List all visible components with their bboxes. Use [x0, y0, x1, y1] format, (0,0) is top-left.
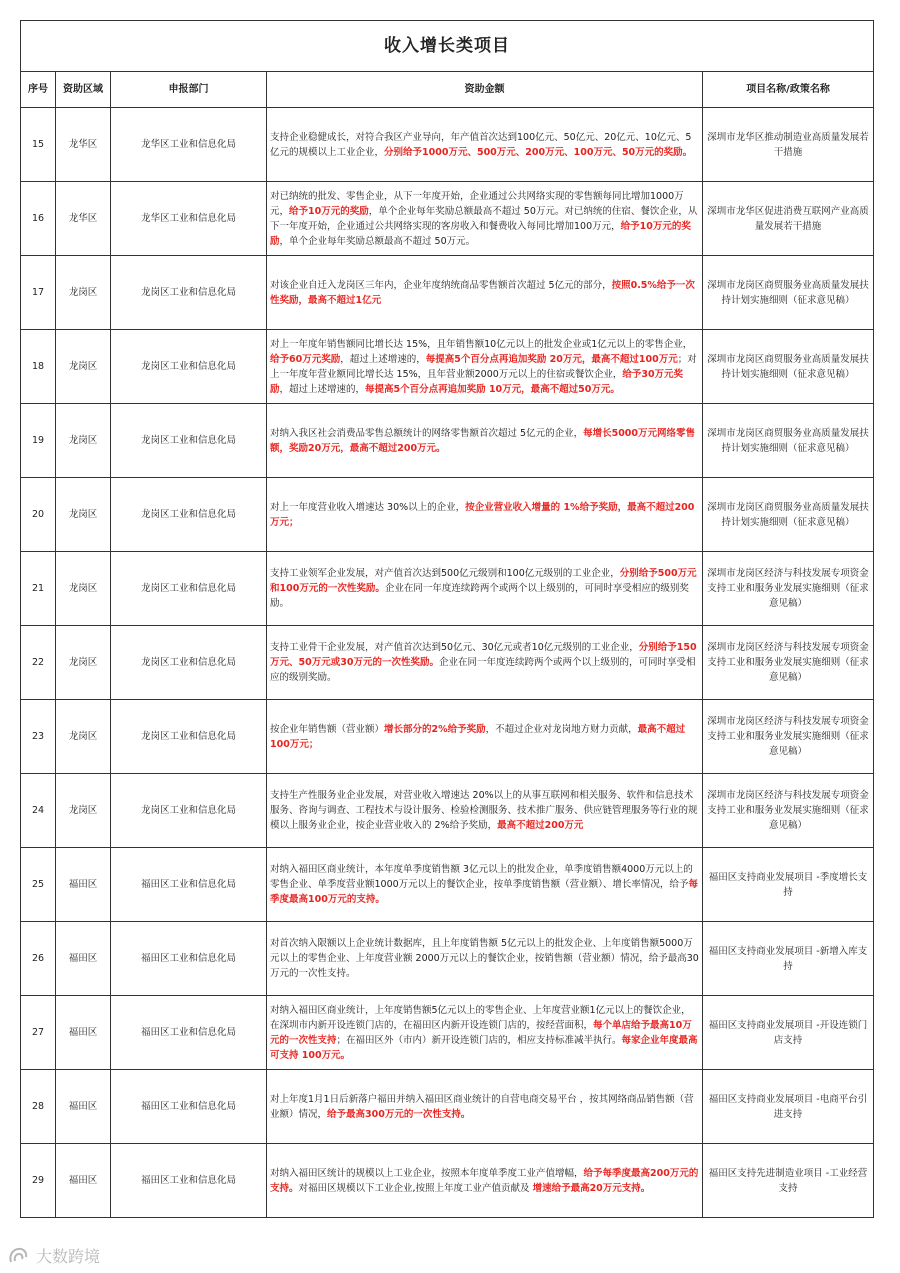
amount-text: ，超过上述增速的， — [279, 383, 366, 395]
cell-policy: 深圳市龙岗区商贸服务业高质量发展扶持计划实施细则（征求意见稿） — [703, 256, 874, 330]
amount-text: ，超过上述增速的， — [340, 353, 426, 365]
cell-amount — [267, 330, 703, 404]
amount-text: 企业在同一年度连续跨两个或两个以上级别的，可同时享受相应的级别奖励。 — [270, 583, 689, 609]
cell-dept: 龙岗区工业和信息化局 — [111, 256, 267, 330]
highlight-text: 最高不超过200万元 — [497, 820, 584, 831]
amount-text: 对已纳统的批发、零售企业，从下一年度开始，企业通过公共网络实现的零售额每同比增加1000万元， — [270, 190, 684, 217]
cell-region: 龙岗区 — [56, 700, 111, 774]
amount-text: 对福田区规模以下工业企业,按照上年度工业产值贡献及 — [298, 1182, 533, 1194]
highlight-text: 按企业营业收入增量的 1%给予奖励，最高不超过200万元； — [270, 501, 695, 528]
cell-seq: 28 — [21, 1070, 56, 1144]
cell-region: 龙岗区 — [56, 774, 111, 848]
highlight-text: 分别给予500万元和100万元的一次性奖励。 — [270, 568, 697, 594]
highlight-text: 每个单店给予最高10万元的一次性支持 — [270, 1019, 692, 1046]
cell-seq: 22 — [21, 626, 56, 700]
amount-text: 对首次纳入限额以上企业统计数据库，且上年度销售额 5亿元以上的批发企业、上年度销售额5000万元以上的零售企业、上年度营业额 2000万元以上的餐饮企业，按销售额（营业额）情况，给予最高30万元的一次性支持。 — [270, 938, 699, 979]
cell-amount — [267, 774, 703, 848]
cell-dept: 龙岗区工业和信息化局 — [111, 330, 267, 404]
cell-amount — [267, 404, 703, 478]
cell-policy: 深圳市龙岗区经济与科技发展专项资金支持工业和服务业发展实施细则（征求意见稿） — [703, 552, 874, 626]
cell-dept: 龙华区工业和信息化局 — [111, 108, 267, 182]
amount-text: 对上一年度营业收入增速达 30%以上的企业， — [270, 501, 466, 513]
cell-seq: 19 — [21, 404, 56, 478]
cell-region: 龙华区 — [56, 182, 111, 256]
cell-region: 龙岗区 — [56, 404, 111, 478]
table-row — [21, 996, 874, 1070]
table-row — [21, 922, 874, 996]
table-row — [21, 108, 874, 182]
cell-amount — [267, 478, 703, 552]
highlight-text: 每提高5个百分点再追加奖励 20万元，最高不超过100万元 — [425, 353, 678, 365]
cell-seq: 23 — [21, 700, 56, 774]
cell-region: 福田区 — [56, 922, 111, 996]
amount-text: 企业在同一年度连续跨两个或两个以上级别的，可同时享受相应的级别奖励。 — [270, 657, 696, 683]
highlight-text: 给予最高300万元的一次性支持。 — [327, 1108, 471, 1120]
amount-text: 支持工业骨干企业发展，对产值首次达到50亿元、30亿元或者10亿元级别的工业企业， — [270, 642, 639, 653]
highlight-text: 给予30万元奖励 — [270, 368, 684, 395]
cell-dept: 福田区工业和信息化局 — [111, 1070, 267, 1144]
cell-policy: 深圳市龙岗区商贸服务业高质量发展扶持计划实施细则（征求意见稿） — [703, 404, 874, 478]
highlight-text: 给予60万元奖励 — [270, 353, 341, 365]
cell-dept: 龙岗区工业和信息化局 — [111, 404, 267, 478]
watermark-text: 大数跨境 — [36, 1247, 101, 1266]
highlight-text: 最高不超过100万元； — [270, 723, 686, 750]
cell-dept: 福田区工业和信息化局 — [111, 996, 267, 1070]
cell-dept: 龙岗区工业和信息化局 — [111, 478, 267, 552]
amount-text: 支持工业领军企业发展，对产值首次达到500亿元级别和100亿元级别的工业企业， — [270, 568, 620, 579]
cell-policy: 深圳市龙岗区经济与科技发展专项资金支持工业和服务业发展实施细则（征求意见稿） — [703, 700, 874, 774]
cell-amount — [267, 848, 703, 922]
amount-text: 按企业年销售额（营业额） — [270, 723, 385, 735]
cell-seq: 20 — [21, 478, 56, 552]
cell-seq: 16 — [21, 182, 56, 256]
highlight-text: 给予10万元的奖励 — [270, 220, 691, 247]
table-header-row — [21, 72, 874, 108]
table-row — [21, 626, 874, 700]
cell-region: 福田区 — [56, 996, 111, 1070]
cell-amount — [267, 922, 703, 996]
highlight-text: 按照0.5%给予一次性奖励，最高不超过1亿元 — [270, 279, 695, 306]
amount-text: ，不超过企业对龙岗地方财力贡献， — [485, 723, 638, 735]
cell-dept: 福田区工业和信息化局 — [111, 1144, 267, 1218]
cell-amount — [267, 996, 703, 1070]
cell-dept: 龙华区工业和信息化局 — [111, 182, 267, 256]
amount-text: 对纳入福田区商业统计，本年度单季度销售额 3亿元以上的批发企业，单季度销售额4000万元以上的零售企业、单季度营业额1000万元以上的餐饮企业，按单季度销售额（营业额）、增长率情况，给予 — [270, 864, 693, 890]
cell-amount — [267, 1144, 703, 1218]
highlight-text: 每增长5000万元网络零售额，奖励20万元，最高不超过200万元。 — [270, 427, 696, 454]
cell-region: 龙华区 — [56, 108, 111, 182]
cell-amount — [267, 626, 703, 700]
cell-seq: 27 — [21, 996, 56, 1070]
table-row — [21, 404, 874, 478]
highlight-text: 增速给予最高20万元支持。 — [532, 1182, 651, 1194]
cell-region: 龙岗区 — [56, 626, 111, 700]
table-row — [21, 478, 874, 552]
cell-policy: 深圳市龙岗区经济与科技发展专项资金支持工业和服务业发展实施细则（征求意见稿） — [703, 774, 874, 848]
cell-dept: 龙岗区工业和信息化局 — [111, 700, 267, 774]
highlight-text: 分别给予1000万元、500万元、200万元、100万元、50万元的奖励。 — [384, 146, 693, 158]
amount-text: ，单个企业每年奖励总额最高不超过 50万元。 — [279, 235, 476, 247]
header-amount: 资助金额 — [267, 72, 703, 108]
amount-text: 对该企业自迁入龙岗区三年内，企业年度纳统商品零售额首次超过 5亿元的部分， — [270, 279, 612, 291]
table-row — [21, 848, 874, 922]
cell-seq: 24 — [21, 774, 56, 848]
cell-dept: 福田区工业和信息化局 — [111, 848, 267, 922]
amount-text: 对纳入我区社会消费品零售总额统计的网络零售额首次超过 5亿元的企业， — [270, 427, 584, 439]
amount-text: ，单个企业每年奖励总额最高不超过 50万元。对已纳统的住宿、餐饮企业，从下一年度开始，企业通过公共网络实现的客房收入和餐费收入每同比增加100万元， — [270, 205, 698, 232]
header-policy: 项目名称/政策名称 — [703, 72, 874, 108]
cell-policy: 福田区支持先进制造业项目 -工业经营支持 — [703, 1144, 874, 1218]
table-row — [21, 182, 874, 256]
amount-text: 对上年度1月1日后新落户福田并纳入福田区商业统计的自营电商交易平台 ，按其网络商品销售额（营业额）情况， — [270, 1093, 694, 1120]
cell-region: 龙岗区 — [56, 330, 111, 404]
table-row — [21, 330, 874, 404]
cell-amount — [267, 182, 703, 256]
amount-text: ；在福田区外（市内）新开设连锁门店的，相应支持标准减半执行。 — [336, 1034, 622, 1046]
amount-text: 支持企业稳健成长，对符合我区产业导向，年产值首次达到100亿元、50亿元、20亿元、10亿元、5亿元的规模以上工业企业， — [270, 131, 692, 158]
cell-region: 龙岗区 — [56, 256, 111, 330]
cell-seq: 26 — [21, 922, 56, 996]
header-dept: 申报部门 — [111, 72, 267, 108]
table-row — [21, 552, 874, 626]
header-seq: 序号 — [21, 72, 56, 108]
cell-amount — [267, 552, 703, 626]
cell-policy: 深圳市龙岗区商贸服务业高质量发展扶持计划实施细则（征求意见稿） — [703, 330, 874, 404]
cell-seq: 29 — [21, 1144, 56, 1218]
highlight-text: 分别给予150万元、50万元或30万元的一次性奖励。 — [270, 642, 697, 668]
policy-table-sheet — [20, 20, 873, 1218]
header-region: 资助区域 — [56, 72, 111, 108]
cell-amount — [267, 1070, 703, 1144]
cell-dept: 龙岗区工业和信息化局 — [111, 552, 267, 626]
amount-text: 对上一年度年销售额同比增长达 15%，且年销售额10亿元以上的批发企业或1亿元以上的零售企业， — [270, 338, 693, 350]
table-row — [21, 1070, 874, 1144]
highlight-text: 每提高5个百分点再追加奖励 10万元，最高不超过50万元。 — [365, 383, 620, 395]
cell-dept: 龙岗区工业和信息化局 — [111, 626, 267, 700]
cell-dept: 龙岗区工业和信息化局 — [111, 774, 267, 848]
cell-policy: 深圳市龙岗区经济与科技发展专项资金支持工业和服务业发展实施细则（征求意见稿） — [703, 626, 874, 700]
cell-seq: 25 — [21, 848, 56, 922]
cell-policy: 福田区支持商业发展项目 -电商平台引进支持 — [703, 1070, 874, 1144]
cell-seq: 15 — [21, 108, 56, 182]
cell-region: 龙岗区 — [56, 552, 111, 626]
cell-amount — [267, 700, 703, 774]
cell-seq: 17 — [21, 256, 56, 330]
cell-policy: 福田区支持商业发展项目 -新增入库支持 — [703, 922, 874, 996]
brand-logo-icon — [8, 1246, 30, 1266]
cell-policy: 深圳市龙华区推动制造业高质量发展若干措施 — [703, 108, 874, 182]
cell-amount — [267, 256, 703, 330]
cell-dept: 福田区工业和信息化局 — [111, 922, 267, 996]
cell-amount — [267, 108, 703, 182]
cell-seq: 21 — [21, 552, 56, 626]
table-row — [21, 256, 874, 330]
cell-region: 福田区 — [56, 1070, 111, 1144]
highlight-text: 给予每季度最高200万元的支持。 — [270, 1167, 699, 1194]
table-row — [21, 1144, 874, 1218]
amount-text: ；对上一年度年营业额同比增长达 15%，且年营业额2000万元以上的住宿或餐饮企业， — [270, 353, 697, 380]
cell-region: 福田区 — [56, 1144, 111, 1218]
cell-policy: 深圳市龙华区促进消费互联网产业高质量发展若干措施 — [703, 182, 874, 256]
cell-region: 龙岗区 — [56, 478, 111, 552]
table-row — [21, 700, 874, 774]
table-title: 收入增长类项目 — [21, 21, 874, 72]
highlight-text: 每季度最高100万元的支持。 — [270, 879, 698, 905]
cell-policy: 福田区支持商业发展项目 -开设连锁门店支持 — [703, 996, 874, 1070]
amount-text: 支持生产性服务业企业发展，对营业收入增速达 20%以上的从事互联网和相关服务、软件和信息技术服务、咨询与调查、工程技术与设计服务、检验检测服务、技术推广服务、供应链管理服务等行业的规模以上服务业企业，按企业营业收入的 2%给予奖励， — [270, 790, 698, 831]
cell-seq: 18 — [21, 330, 56, 404]
highlight-text: 增长部分的2%给予奖励 — [384, 723, 486, 735]
watermark — [8, 1244, 100, 1267]
cell-region: 福田区 — [56, 848, 111, 922]
highlight-text: 每家企业年度最高可支持 100万元。 — [270, 1034, 698, 1061]
table-row — [21, 774, 874, 848]
amount-text: 对纳入福田区商业统计，上年度销售额5亿元以上的零售企业、上年度营业额1亿元以上的餐饮企业，在深圳市内新开设连锁门店的，在福田区内新开设连锁门店的，按经营面积， — [270, 1004, 691, 1031]
policy-table — [20, 20, 874, 1218]
amount-text: 对纳入福田区统计的规模以上工业企业，按照本年度单季度工业产值增幅， — [270, 1167, 584, 1179]
cell-policy: 深圳市龙岗区商贸服务业高质量发展扶持计划实施细则（征求意见稿） — [703, 478, 874, 552]
highlight-text: 给予10万元的奖励 — [289, 205, 369, 217]
cell-policy: 福田区支持商业发展项目 -季度增长支持 — [703, 848, 874, 922]
